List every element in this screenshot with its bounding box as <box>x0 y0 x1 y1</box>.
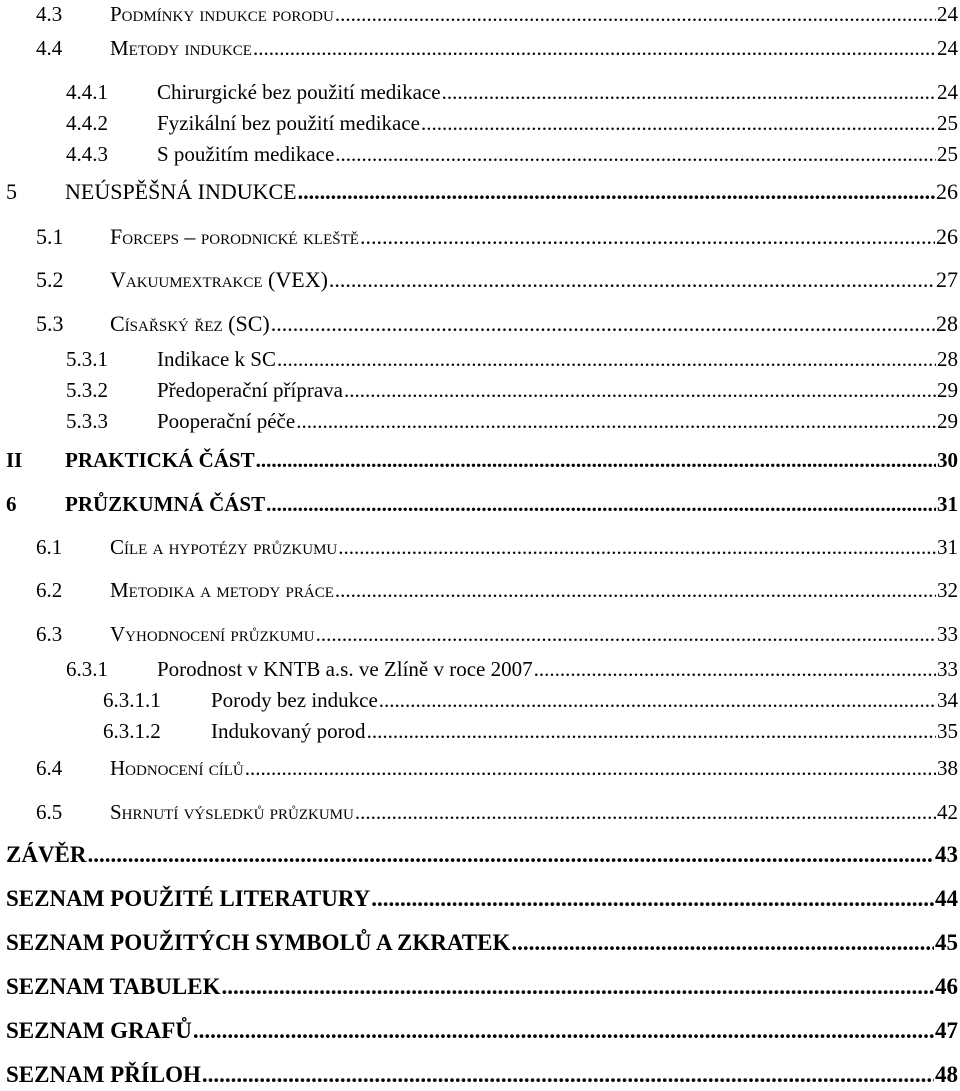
toc-entry-line <box>211 690 958 711</box>
toc-entry-page: 25 <box>937 111 958 135</box>
toc-leader-dots <box>367 721 936 742</box>
toc-entry-6-3[interactable] <box>0 620 960 650</box>
toc-entry-seznam-grafu[interactable] <box>0 1017 960 1047</box>
toc-entry-page: 24 <box>937 36 958 60</box>
toc-entry-line <box>211 721 958 742</box>
toc-entry-page: 47 <box>935 1018 958 1043</box>
toc-entry-page: 44 <box>935 886 958 911</box>
toc-entry-5-3[interactable] <box>0 310 960 340</box>
toc-entry-line <box>157 659 958 680</box>
toc-entry-number: 5.3.2 <box>66 378 108 402</box>
toc-leader-dots <box>360 226 935 248</box>
toc-entry-line <box>6 887 958 910</box>
toc-leader-dots <box>256 450 936 471</box>
toc-leader-dots <box>266 494 936 515</box>
toc-entry-title: SEZNAM GRAFŮ <box>6 1018 192 1043</box>
toc-entry-5-3-1[interactable] <box>0 345 960 375</box>
toc-entry-page: 45 <box>935 930 958 955</box>
toc-entry-line <box>110 624 958 645</box>
toc-entry-page: 28 <box>937 347 958 371</box>
toc-leader-dots <box>534 659 936 680</box>
toc-entry-page: 46 <box>935 974 958 999</box>
toc-entry-title: Metodika a metody práce <box>110 578 334 602</box>
toc-entry-seznam-symbolu[interactable] <box>0 929 960 959</box>
toc-entry-5-3-3[interactable] <box>0 407 960 437</box>
toc-entry-line <box>65 494 958 515</box>
toc-entry-6[interactable] <box>0 490 960 520</box>
toc-entry-page: 25 <box>937 142 958 166</box>
toc-leader-dots <box>335 580 936 601</box>
toc-entry-5-1[interactable] <box>0 223 960 253</box>
toc-entry-title: Císařský řez (SC) <box>110 311 270 336</box>
toc-entry-page: 28 <box>936 311 958 336</box>
toc-entry-page: 35 <box>937 719 958 743</box>
toc-leader-dots <box>245 758 936 779</box>
toc-entry-number: 5.3.3 <box>66 409 108 433</box>
toc-leader-dots <box>379 690 936 711</box>
toc-entry-6-5[interactable] <box>0 798 960 828</box>
toc-entry-title: PRŮZKUMNÁ ČÁST <box>65 492 266 516</box>
toc-entry-page: 26 <box>936 179 958 204</box>
toc-entry-title: Metody indukce <box>110 36 252 60</box>
toc-entry-title: Forceps – porodnické kleště <box>110 224 359 249</box>
toc-entry-number: 4.4.3 <box>66 142 108 166</box>
toc-entry-number: 5.3 <box>36 311 64 336</box>
toc-entry-page: 27 <box>936 267 958 292</box>
toc-entry-line <box>157 113 958 134</box>
toc-leader-dots <box>88 843 934 866</box>
toc-leader-dots <box>338 537 936 558</box>
toc-leader-dots <box>253 38 936 59</box>
toc-leader-dots <box>222 975 934 998</box>
toc-entry-page: 29 <box>937 378 958 402</box>
toc-entry-title: SEZNAM POUŽITÉ LITERATURY <box>6 886 371 911</box>
toc-entry-number: 6 <box>6 492 17 516</box>
toc-entry-line <box>6 975 958 998</box>
toc-entry-6-3-1-1[interactable] <box>0 686 960 716</box>
toc-entry-title: Předoperační příprava <box>157 378 343 402</box>
toc-entry-title: ZÁVĚR <box>6 842 87 867</box>
toc-entry-page: 24 <box>937 80 958 104</box>
toc-leader-dots <box>298 181 935 203</box>
toc-entry-title: S použitím medikace <box>157 142 335 166</box>
toc-entry-number: 6.2 <box>36 578 63 602</box>
toc-entry-line <box>110 38 958 59</box>
toc-entry-title: Cíle a hypotézy průzkumu <box>110 535 338 559</box>
toc-leader-dots <box>271 313 935 335</box>
toc-entry-title: Porody bez indukce <box>211 688 378 712</box>
toc-entry-page: 24 <box>937 2 958 26</box>
toc-entry-6-3-1[interactable] <box>0 655 960 685</box>
toc-entry-line <box>65 450 958 471</box>
toc-entry-line <box>6 1063 958 1086</box>
toc-entry-number: 6.3.1 <box>66 657 108 681</box>
toc-entry-line <box>6 931 958 954</box>
toc-entry-title: NEÚSPĚŠNÁ INDUKCE <box>65 179 297 204</box>
toc-entry-title: Vakuumextrakce (VEX) <box>110 267 328 292</box>
toc-entry-page: 26 <box>936 224 958 249</box>
toc-entry-number: II <box>6 448 23 472</box>
toc-entry-page: 34 <box>937 688 958 712</box>
toc-entry-page: 38 <box>937 756 958 780</box>
toc-entry-line <box>65 181 958 203</box>
toc-entry-title: Chirurgické bez použití medikace <box>157 80 441 104</box>
toc-leader-dots <box>277 349 936 370</box>
toc-entry-6-3-1-2[interactable] <box>0 717 960 747</box>
toc-entry-4-4-1[interactable] <box>0 78 960 108</box>
toc-entry-line <box>157 380 958 401</box>
toc-entry-line <box>6 843 958 866</box>
toc-entry-page: 33 <box>937 622 958 646</box>
toc-entry-line <box>110 758 958 779</box>
toc-entry-number: 6.3.1.1 <box>103 688 161 712</box>
toc-entry-number: 4.4.1 <box>66 80 108 104</box>
toc-entry-number: 6.3.1.2 <box>103 719 161 743</box>
toc-entry-line <box>110 4 958 25</box>
toc-entry-line <box>110 537 958 558</box>
toc-entry-seznam-literatury[interactable] <box>0 885 960 915</box>
toc-leader-dots <box>335 4 936 25</box>
toc-entry-page: 43 <box>935 842 958 867</box>
toc-leader-dots <box>296 411 936 432</box>
toc-entry-zaver[interactable] <box>0 841 960 871</box>
toc-leader-dots <box>335 144 936 165</box>
toc-entry-seznam-priloh[interactable] <box>0 1061 960 1091</box>
toc-entry-title: Podmínky indukce porodu <box>110 2 334 26</box>
toc-entry-title: SEZNAM TABULEK <box>6 974 221 999</box>
toc-entry-line <box>157 82 958 103</box>
toc-entry-title: Hodnocení cílů <box>110 756 244 780</box>
toc-leader-dots <box>421 113 936 134</box>
toc-entry-title: Pooperační péče <box>157 409 296 433</box>
toc-entry-page: 42 <box>937 800 958 824</box>
toc-entry-number: 6.1 <box>36 535 63 559</box>
toc-leader-dots <box>329 269 935 291</box>
toc-entry-line <box>110 580 958 601</box>
toc-entry-line <box>110 802 958 823</box>
toc-entry-number: 5.3.1 <box>66 347 108 371</box>
toc-entry-6-2[interactable] <box>0 576 960 606</box>
toc-entry-title: Indukovaný porod <box>211 719 366 743</box>
toc-entry-6-1[interactable] <box>0 533 960 563</box>
toc-entry-5[interactable] <box>0 178 960 208</box>
toc-entry-line <box>110 313 958 335</box>
toc-leader-dots <box>344 380 936 401</box>
toc-entry-4-3[interactable] <box>0 0 960 30</box>
toc-entry-line <box>157 411 958 432</box>
toc-entry-number: 5 <box>6 179 17 204</box>
toc-entry-number: 5.1 <box>36 224 64 249</box>
toc-entry-number: 6.3 <box>36 622 63 646</box>
toc-entry-number: 5.2 <box>36 267 64 292</box>
toc-entry-line <box>157 144 958 165</box>
toc-entry-page: 32 <box>937 578 958 602</box>
toc-leader-dots <box>355 802 936 823</box>
toc-entry-line <box>110 269 958 291</box>
toc-entry-title: SEZNAM PŘÍLOH <box>6 1062 201 1087</box>
toc-entry-title: Fyzikální bez použití medikace <box>157 111 420 135</box>
toc-entry-page: 31 <box>937 535 958 559</box>
toc-entry-number: 4.4 <box>36 36 63 60</box>
toc-entry-title: Indikace k SC <box>157 347 276 371</box>
toc-entry-title: Shrnutí výsledků průzkumu <box>110 800 354 824</box>
toc-entry-4-4[interactable] <box>0 34 960 64</box>
toc-entry-4-4-2[interactable] <box>0 109 960 139</box>
toc-entry-title: PRAKTICKÁ ČÁST <box>65 448 255 472</box>
toc-entry-line <box>6 1019 958 1042</box>
toc-entry-line <box>157 349 958 370</box>
toc-entry-4-4-3[interactable] <box>0 140 960 170</box>
toc-entry-number: 4.4.2 <box>66 111 108 135</box>
toc-leader-dots <box>442 82 936 103</box>
toc-entry-page: 30 <box>937 448 958 472</box>
toc-leader-dots <box>193 1019 934 1042</box>
toc-entry-page: 48 <box>935 1062 958 1087</box>
toc-leader-dots <box>371 887 934 910</box>
toc-entry-page: 33 <box>937 657 958 681</box>
toc-entry-page: 29 <box>937 409 958 433</box>
toc-entry-number: 4.3 <box>36 2 63 26</box>
toc-entry-title: SEZNAM POUŽITÝCH SYMBOLŮ A ZKRATEK <box>6 930 511 955</box>
toc-entry-part-ii[interactable] <box>0 446 960 476</box>
toc-entry-title: Porodnost v KNTB a.s. ve Zlíně v roce 2007 <box>157 657 533 681</box>
toc-entry-number: 6.4 <box>36 756 63 780</box>
toc-leader-dots <box>202 1063 934 1086</box>
toc-entry-page: 31 <box>937 492 958 516</box>
toc-entry-5-2[interactable] <box>0 266 960 296</box>
toc-entry-seznam-tabulek[interactable] <box>0 973 960 1003</box>
toc-entry-title: Vyhodnocení průzkumu <box>110 622 315 646</box>
toc-entry-5-3-2[interactable] <box>0 376 960 406</box>
toc-leader-dots <box>511 931 934 954</box>
toc-leader-dots <box>316 624 936 645</box>
toc-entry-6-4[interactable] <box>0 754 960 784</box>
toc-entry-number: 6.5 <box>36 800 63 824</box>
toc-entry-line <box>110 226 958 248</box>
